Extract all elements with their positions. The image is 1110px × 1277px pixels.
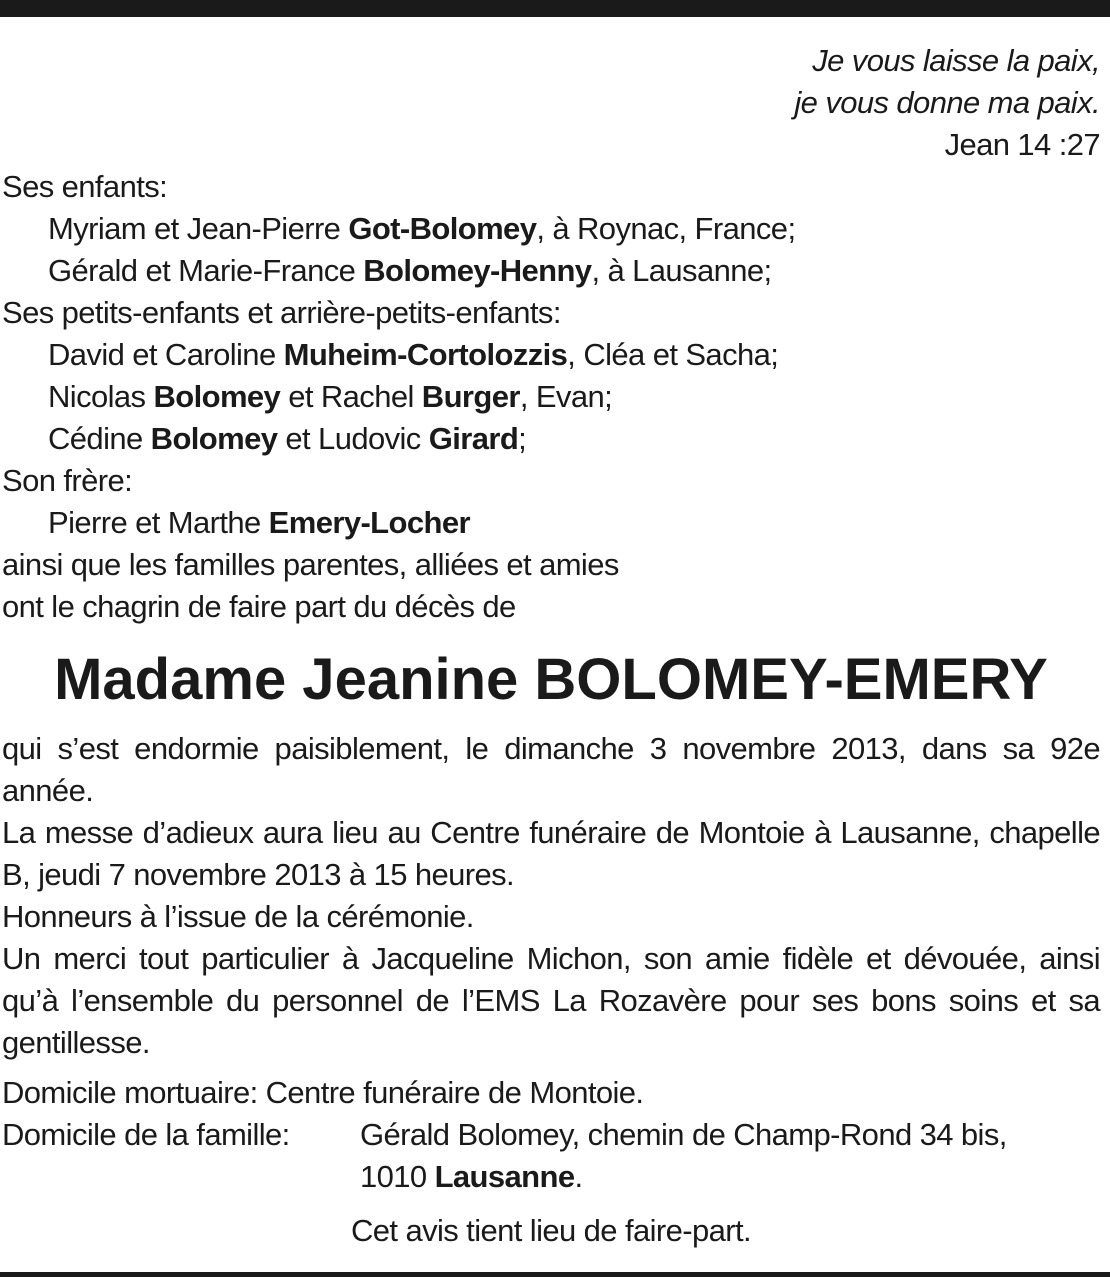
entry-rest: , à Roynac, France; <box>536 211 796 246</box>
paragraph-passing: qui s’est endormie paisiblement, le dimanche 3 novembre 2013, dans sa 92e année. <box>2 731 1100 808</box>
paragraph-thanks: Un merci tout particulier à Jacqueline Michon, son amie fidèle et dévouée, ainsi qu’à l’ensemble du personnel de l’EMS La Rozavère pour ses bons soins et sa gentillesse. <box>2 941 1100 1060</box>
closing-line: Cet avis tient lieu de faire-part. <box>350 1213 752 1248</box>
entry-rest: , Evan; <box>519 379 613 414</box>
given-names: David et Caroline <box>48 337 284 372</box>
family-entry <box>2 502 1100 544</box>
entry-rest: , Cléa et Sacha; <box>567 337 779 372</box>
given-names: Nicolas <box>48 379 154 414</box>
brother-heading: Son frère: <box>2 463 133 498</box>
surname: Bolomey <box>150 421 278 456</box>
surname: Burger <box>421 379 520 414</box>
city: Lausanne <box>434 1159 575 1194</box>
children-heading: Ses enfants: <box>2 169 168 204</box>
postcode: 1010 <box>360 1159 435 1194</box>
domicile-famille-city-line <box>360 1156 1100 1198</box>
given-names: Cédine <box>48 421 151 456</box>
top-rule <box>0 0 1110 17</box>
paragraph-service: La messe d’adieux aura lieu au Centre funéraire de Montoie à Lausanne, chapelle B, jeudi 7 novembre 2013 à 15 heures. <box>2 815 1100 892</box>
deceased-name: Madame Jeanine BOLOMEY-EMERY <box>54 647 1048 712</box>
family-entry <box>2 418 1100 460</box>
family-entry <box>2 376 1100 418</box>
given-names: Pierre et Marthe <box>48 505 269 540</box>
family-entry <box>2 250 1100 292</box>
announce-line: ont le chagrin de faire part du décès de <box>2 589 516 624</box>
punctuation: . <box>574 1159 583 1194</box>
surname: Got-Bolomey <box>348 211 537 246</box>
death-notice <box>2 40 1100 1252</box>
paragraph-honours: Honneurs à l’issue de la cérémonie. <box>2 899 474 934</box>
grandchildren-heading: Ses petits-enfants et arrière-petits-enfants: <box>2 295 561 330</box>
entry-connector: et Ludovic <box>277 421 429 456</box>
families-line: ainsi que les familles parentes, alliées et amies <box>2 547 619 582</box>
entry-connector: et Rachel <box>280 379 422 414</box>
verse-reference: Jean 14 :27 <box>944 127 1100 162</box>
spacer <box>2 1064 1100 1072</box>
entry-rest: ; <box>518 421 527 456</box>
verse-line-2: je vous donne ma paix. <box>794 85 1100 120</box>
domicile-famille-address-block <box>360 1114 1100 1198</box>
surname: Muheim-Cortolozzis <box>283 337 568 372</box>
entry-rest: , à Lausanne; <box>591 253 772 288</box>
family-entry <box>2 208 1100 250</box>
given-names: Gérald et Marie-France <box>48 253 364 288</box>
domicile-famille <box>2 1114 1100 1198</box>
given-names: Myriam et Jean-Pierre <box>48 211 349 246</box>
domicile-famille-address: Gérald Bolomey, chemin de Champ-Rond 34 bis, <box>360 1117 1007 1152</box>
surname: Bolomey <box>153 379 281 414</box>
domicile-famille-label: Domicile de la famille: <box>2 1117 290 1152</box>
surname: Bolomey-Henny <box>363 253 592 288</box>
family-entry <box>2 334 1100 376</box>
domicile-mortuaire: Domicile mortuaire: Centre funéraire de Montoie. <box>2 1075 644 1110</box>
verse-line-1: Je vous laisse la paix, <box>812 43 1100 78</box>
bottom-rule <box>0 1272 1110 1277</box>
surname: Emery-Locher <box>268 505 470 540</box>
surname: Girard <box>428 421 519 456</box>
bible-verse <box>2 40 1100 166</box>
